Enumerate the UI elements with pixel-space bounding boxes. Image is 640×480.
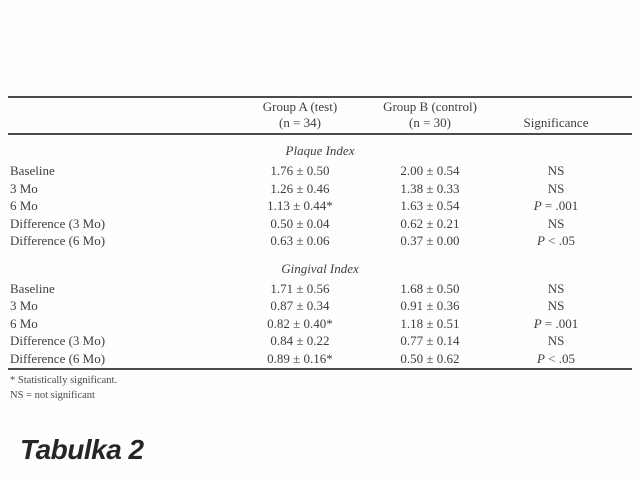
table-footnotes bbox=[8, 373, 632, 403]
significance-value bbox=[480, 332, 632, 350]
group-b-value: 1.63 ± 0.54 bbox=[400, 198, 460, 213]
group-a-value: 1.71 ± 0.56 bbox=[270, 280, 330, 296]
table-row bbox=[8, 280, 632, 298]
group-b-value: 0.50 ± 0.62 bbox=[400, 350, 460, 366]
row-label: 3 Mo bbox=[10, 298, 38, 313]
section-title: Plaque Index bbox=[285, 143, 355, 158]
footnote-ns: NS = not significant bbox=[10, 390, 95, 401]
group-b-value: 0.62 ± 0.21 bbox=[400, 215, 460, 231]
row-label: 6 Mo bbox=[10, 315, 38, 331]
row-label: Difference (3 Mo) bbox=[10, 215, 106, 231]
significance-value bbox=[480, 280, 632, 298]
row-label: Difference (6 Mo) bbox=[10, 233, 106, 248]
table-row bbox=[8, 315, 632, 333]
table-rule-header bbox=[8, 133, 632, 135]
group-a-value: 1.76 ± 0.50 bbox=[270, 163, 330, 178]
significance-value bbox=[480, 315, 632, 333]
group-b-value: 1.38 ± 0.33 bbox=[400, 180, 460, 196]
row-label: Difference (3 Mo) bbox=[10, 333, 106, 348]
row-label: Difference (6 Mo) bbox=[10, 350, 106, 366]
significance-p: P bbox=[536, 233, 545, 248]
group-a-value: 0.63 ± 0.06 bbox=[270, 233, 330, 248]
significance-text: NS bbox=[547, 280, 565, 296]
group-a-value: 0.89 ± 0.16* bbox=[267, 350, 333, 366]
significance-p: P bbox=[536, 350, 545, 366]
header-significance: Significance bbox=[523, 115, 589, 130]
row-label: 3 Mo bbox=[10, 180, 38, 196]
group-b-value: 0.91 ± 0.36 bbox=[400, 298, 460, 313]
significance-text: NS bbox=[547, 298, 565, 313]
significance-value bbox=[480, 197, 632, 215]
header-group-a-title: Group A (test) bbox=[262, 99, 338, 114]
significance-text: NS bbox=[547, 215, 565, 231]
group-b-value: 1.68 ± 0.50 bbox=[400, 280, 460, 296]
section-title: Gingival Index bbox=[281, 260, 359, 276]
significance-text: = .001 bbox=[541, 315, 579, 331]
row-label: Baseline bbox=[10, 163, 55, 178]
significance-text: = .001 bbox=[541, 198, 579, 213]
significance-value bbox=[480, 180, 632, 198]
significance-text: NS bbox=[547, 333, 565, 348]
group-a-value: 0.84 ± 0.22 bbox=[270, 333, 330, 348]
significance-value bbox=[480, 297, 632, 315]
significance-p: P bbox=[533, 198, 542, 213]
significance-text: < .05 bbox=[544, 350, 576, 366]
significance-text: < .05 bbox=[544, 233, 576, 248]
table-row bbox=[8, 197, 632, 215]
section-gingival-index bbox=[8, 260, 632, 368]
header-group-b-title: Group B (control) bbox=[383, 99, 477, 114]
significance-p: P bbox=[533, 315, 542, 331]
table-rule-bottom bbox=[8, 368, 632, 370]
group-a-value: 0.50 ± 0.04 bbox=[270, 215, 330, 231]
group-b-value: 0.37 ± 0.00 bbox=[400, 233, 460, 248]
group-b-value: 1.18 ± 0.51 bbox=[400, 315, 460, 331]
group-b-value: 2.00 ± 0.54 bbox=[400, 163, 460, 178]
header-group-a-n: (n = 34) bbox=[279, 115, 321, 130]
significance-value bbox=[480, 215, 632, 233]
significance-value bbox=[480, 232, 632, 250]
significance-text: NS bbox=[547, 163, 565, 178]
group-a-value: 0.82 ± 0.40* bbox=[267, 315, 333, 331]
footnote-statistically-significant: * Statistically significant. bbox=[10, 375, 118, 386]
table-row bbox=[8, 162, 632, 180]
significance-value bbox=[480, 162, 632, 180]
group-a-value: 1.13 ± 0.44* bbox=[267, 198, 333, 213]
table-header bbox=[8, 98, 632, 133]
section-plaque-index bbox=[8, 142, 632, 250]
table-row bbox=[8, 350, 632, 368]
group-b-value: 0.77 ± 0.14 bbox=[400, 333, 460, 348]
header-group-b-n: (n = 30) bbox=[409, 115, 451, 130]
results-table bbox=[8, 96, 632, 403]
row-label: 6 Mo bbox=[10, 198, 38, 213]
header-line-1 bbox=[8, 99, 632, 115]
significance-text: NS bbox=[547, 180, 565, 196]
table-row bbox=[8, 332, 632, 350]
table-row bbox=[8, 180, 632, 198]
group-a-value: 1.26 ± 0.46 bbox=[270, 180, 330, 196]
table-row bbox=[8, 215, 632, 233]
table-caption: Tabulka 2 bbox=[20, 434, 144, 465]
table-row bbox=[8, 297, 632, 315]
table-row bbox=[8, 232, 632, 250]
header-line-2 bbox=[8, 115, 632, 131]
group-a-value: 0.87 ± 0.34 bbox=[270, 298, 330, 313]
significance-value bbox=[480, 350, 632, 368]
row-label: Baseline bbox=[10, 280, 55, 296]
